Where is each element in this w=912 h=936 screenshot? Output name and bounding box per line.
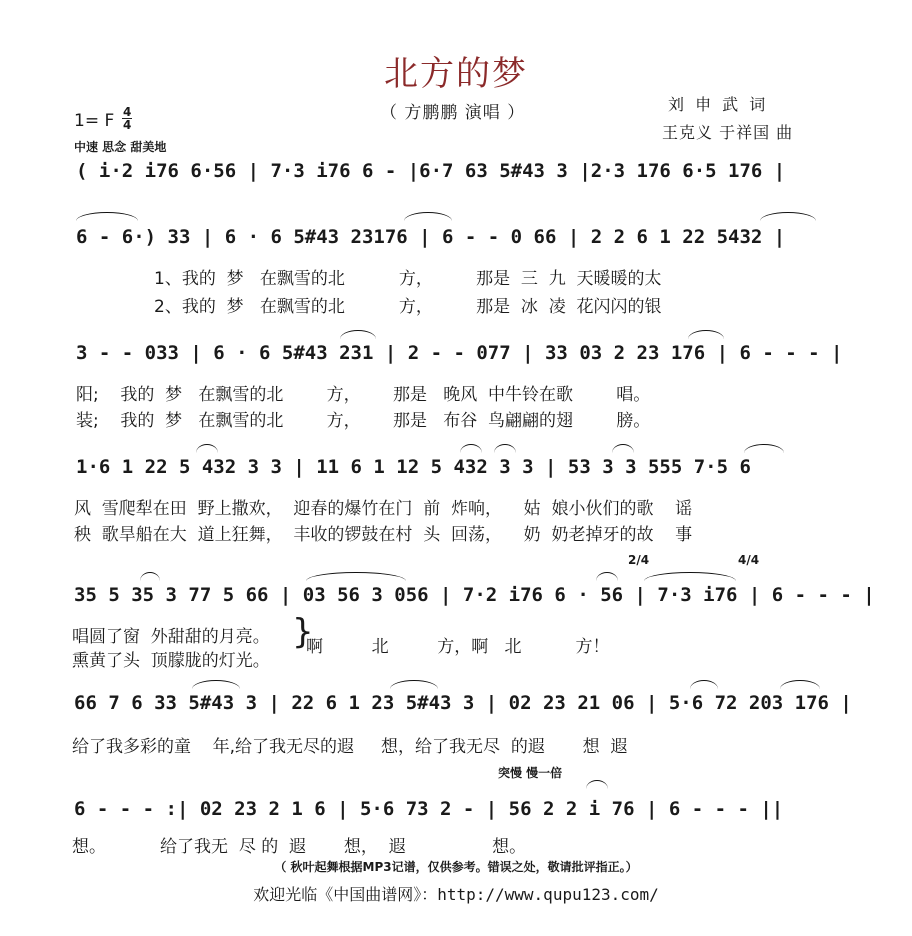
- notation-line-4: 1·6 1 22 5 432 3 3 | 11 6 1 12 5 432 3 3 | 53 3 3 555 7·5 6: [76, 456, 751, 478]
- slur: [612, 444, 634, 453]
- lyric-brace: }: [292, 612, 314, 652]
- tempo-marking: 中速 思念 甜美地: [74, 140, 167, 154]
- slur: [192, 680, 240, 689]
- notation-line-2: 6 - 6·) 33 | 6 · 6 5#43 23176 | 6 - - 0 66 | 2 2 6 1 22 5432 |: [76, 226, 786, 248]
- slur: [494, 444, 516, 453]
- song-title: 北方的梦: [384, 54, 528, 94]
- notation-line-7: 6 - - - :| 02 23 2 1 6 | 5·6 73 2 - | 56 2 2 i 76 | 6 - - - ||: [74, 798, 784, 820]
- slur: [340, 330, 376, 339]
- key-signature: 1= F: [74, 111, 115, 131]
- site-footer: 欢迎光临《中国曲谱网》：http://www.qupu123.com/: [253, 885, 659, 904]
- slur: [780, 680, 820, 689]
- chorus-lyric: 啊 北 方，啊 北 方！: [306, 637, 610, 657]
- notation-line-3: 3 - - 033 | 6 · 6 5#43 231 | 2 - - 077 | 33 03 2 23 176 | 6 - - - |: [76, 342, 843, 364]
- slur: [140, 572, 160, 581]
- lyric-line-3-verse-1: 阳; 我的 梦 在飘雪的北 方， 那是 晚风 中牛铃在歌 唱。: [76, 385, 651, 405]
- slur: [76, 212, 138, 221]
- lyric-line-4-verse-1: 风 雪爬犁在田 野上撒欢， 迎春的爆竹在门 前 炸响， 姑 娘小伙们的歌 谣: [74, 499, 693, 519]
- slur: [596, 572, 618, 581]
- meter-change-2-4: 2/4: [628, 553, 650, 567]
- slur: [196, 444, 218, 453]
- lyricist-credit: 刘 申 武 词: [668, 95, 769, 114]
- slur: [760, 212, 816, 221]
- slur: [306, 572, 406, 581]
- lyric-line-4-verse-2: 秧 歌旱船在大 道上狂舞， 丰收的锣鼓在村 头 回荡， 奶 奶老掉牙的故 事: [74, 525, 693, 545]
- slur: [586, 780, 608, 789]
- slur: [390, 680, 438, 689]
- slur: [744, 444, 784, 453]
- lyric-line-2-verse-1: 1、我的 梦 在飘雪的北 方， 那是 三 九 天暖暖的太: [154, 269, 662, 289]
- slur: [644, 572, 736, 581]
- singer-credit: （ 方鹏鹏 演唱 ）: [380, 103, 526, 123]
- tempo-change-mark: 突慢 慢一倍: [498, 766, 563, 780]
- lyric-line-5-verse-2: 熏黄了头 顶朦胧的灯光。: [72, 651, 270, 671]
- lyric-line-7: 想。 给了我无 尽 的 遐 想， 遐 想。: [72, 837, 527, 857]
- slur: [688, 330, 724, 339]
- lyric-line-6: 给了我多彩的童 年,给了我无尽的遐 想，给了我无尽 的遐 想 遐: [72, 737, 628, 757]
- meter-bottom: 4: [123, 118, 132, 132]
- slur: [690, 680, 718, 689]
- lyric-line-2-verse-2: 2、我的 梦 在飘雪的北 方， 那是 冰 凌 花闪闪的银: [154, 297, 662, 317]
- time-signature: [122, 106, 132, 131]
- slur: [404, 212, 452, 221]
- lyric-line-5-verse-1: 唱圆了窗 外甜甜的月亮。: [72, 627, 270, 647]
- notation-line-5: 35 5 35 3 77 5 66 | 03 56 3 056 | 7·2 i76 6 · 56 | 7·3 i76 | 6 - - - |: [74, 584, 875, 606]
- transcriber-note: （ 秋叶起舞根据MP3记谱，仅供参考。错误之处，敬请批评指正。）: [274, 860, 638, 874]
- meter-change-4-4: 4/4: [738, 553, 760, 567]
- notation-line-1: ( i·2 i76 6·56 | 7·3 i76 6 - |6·7 63 5#43 3 |2·3 176 6·5 176 |: [76, 160, 786, 182]
- lyric-line-3-verse-2: 装; 我的 梦 在飘雪的北 方， 那是 布谷 鸟翩翩的翅 膀。: [76, 411, 651, 431]
- slur: [460, 444, 482, 453]
- meter-top: 4: [123, 105, 132, 119]
- notation-line-6: 66 7 6 33 5#43 3 | 22 6 1 23 5#43 3 | 02 23 21 06 | 5·6 72 203 176 |: [74, 692, 852, 714]
- composer-credit: 王克义 于祥国 曲: [662, 123, 794, 142]
